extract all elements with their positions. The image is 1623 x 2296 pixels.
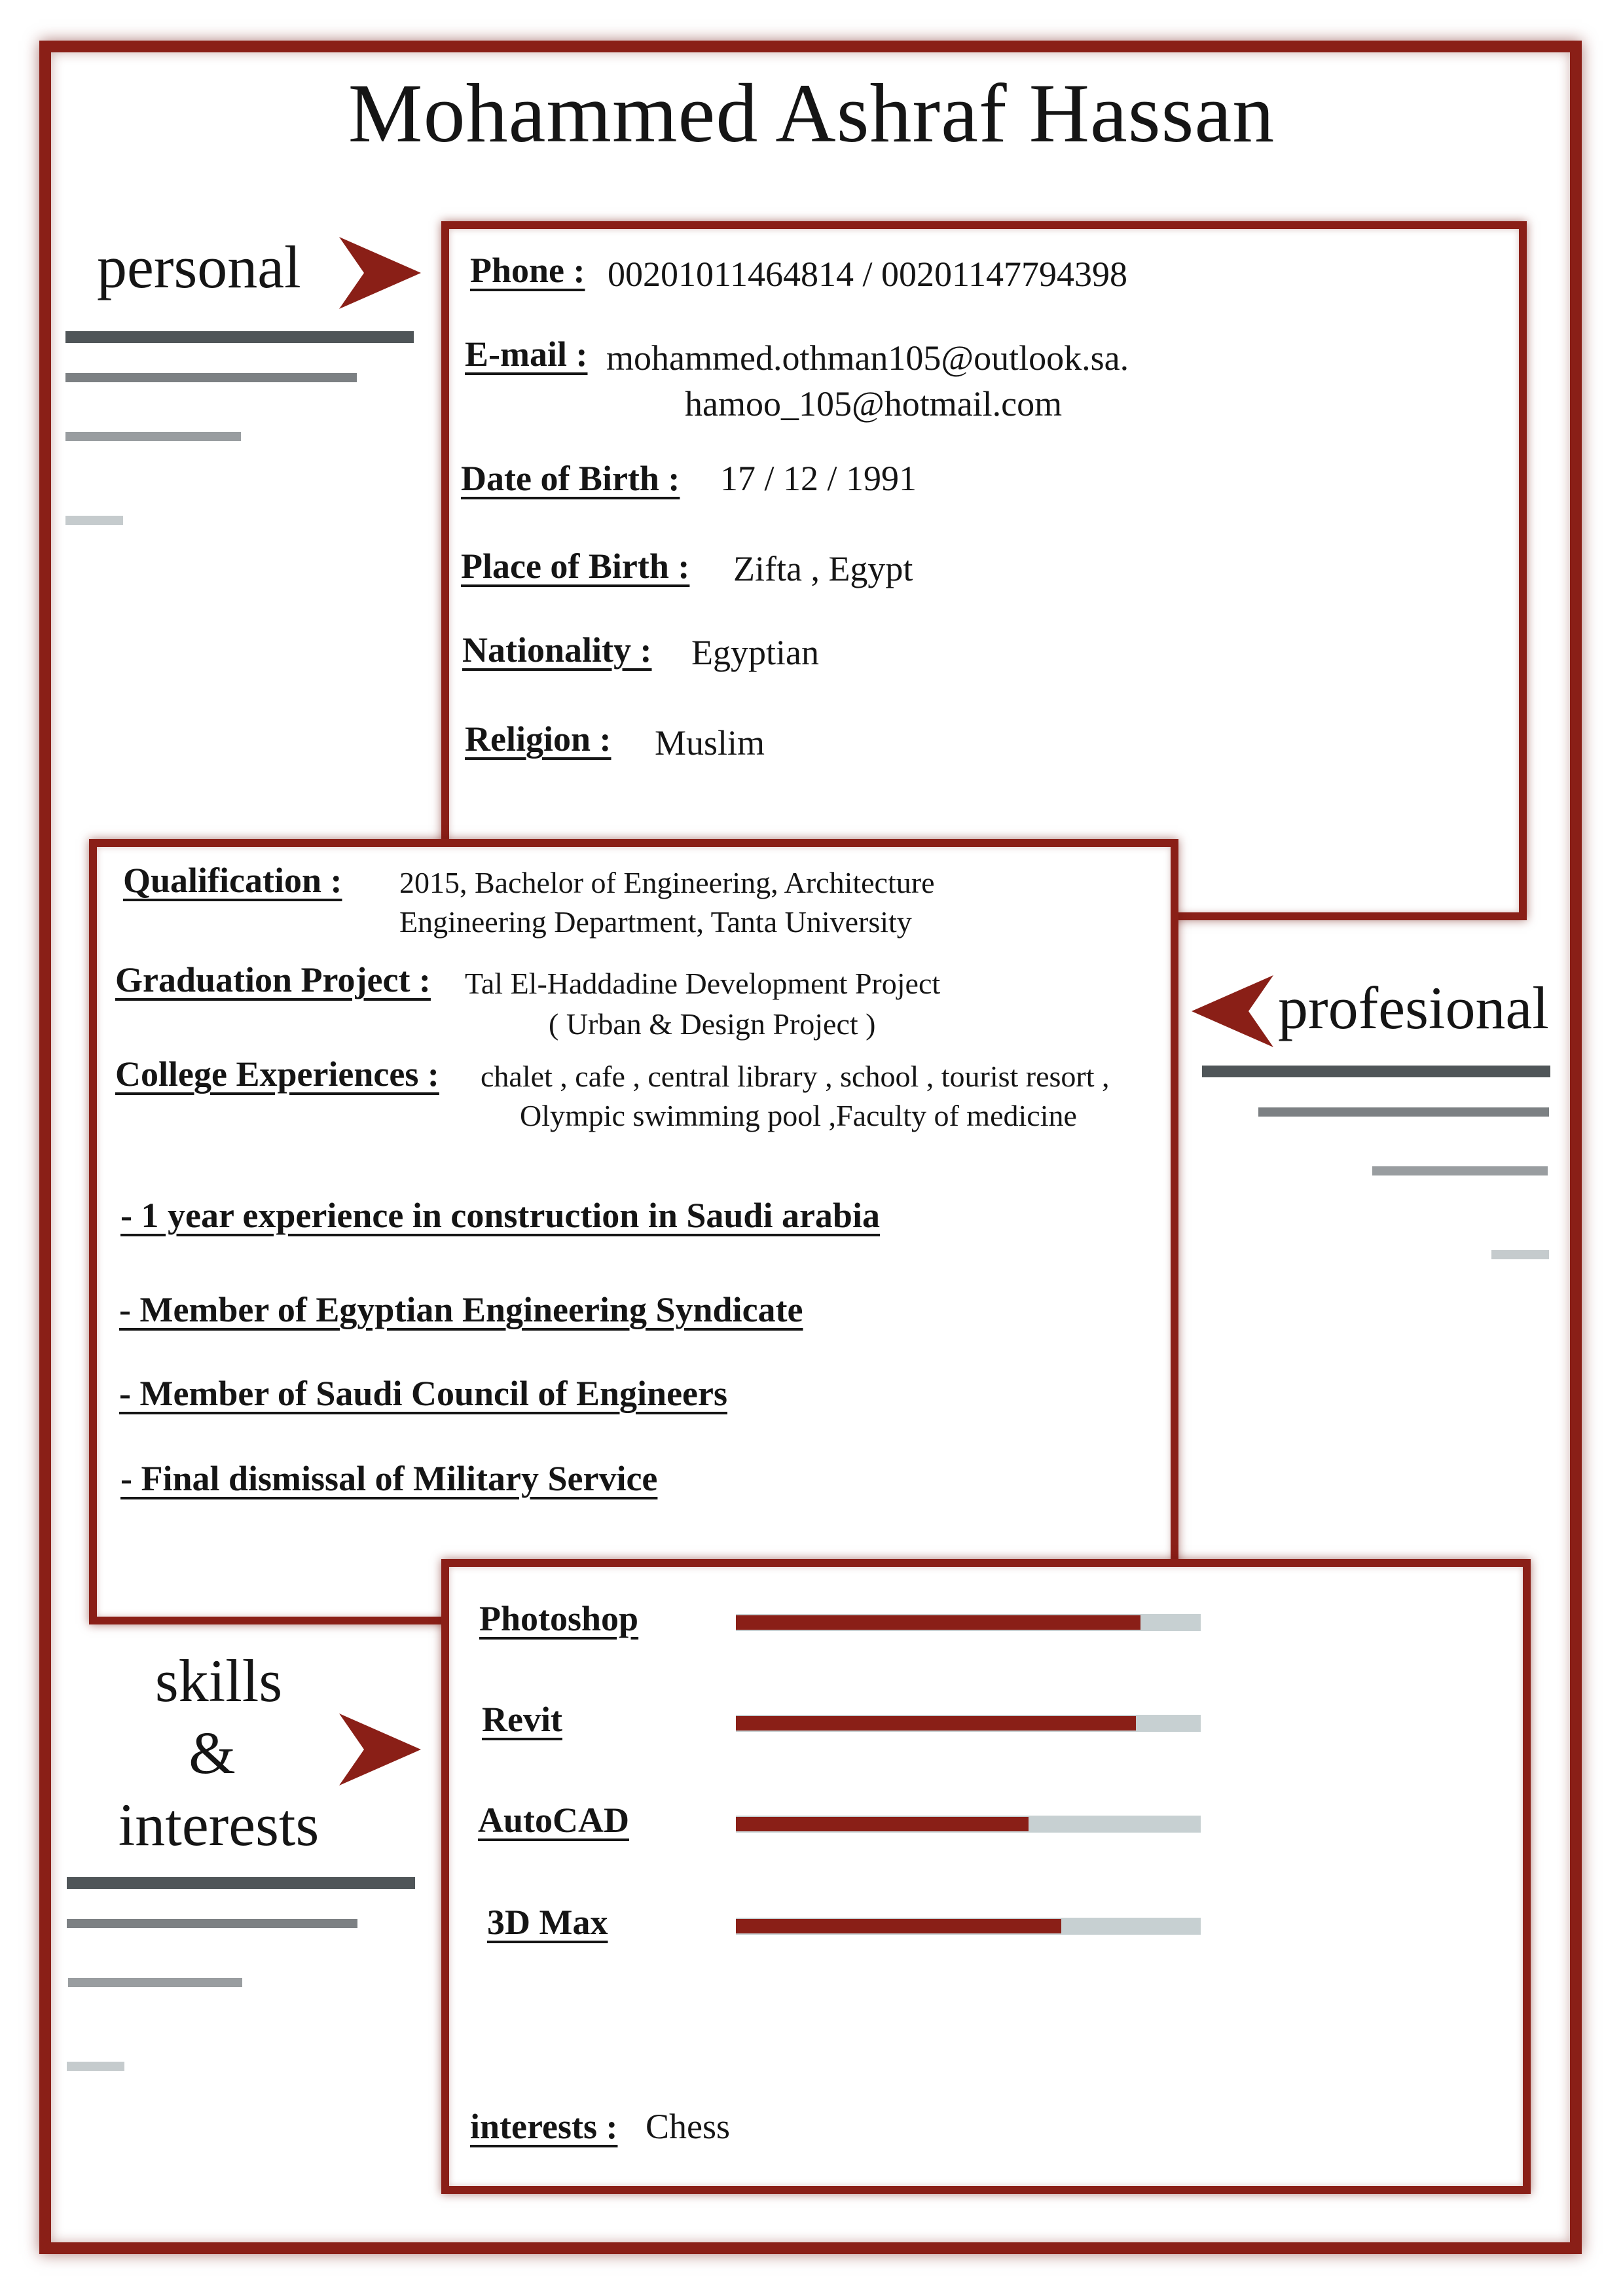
phone-value: 00201011464814 / 00201147794398 — [608, 255, 1127, 294]
pob-label: Place of Birth : — [461, 547, 690, 586]
section-title-professional: profesional — [1278, 975, 1549, 1041]
dob-value: 17 / 12 / 1991 — [720, 459, 917, 498]
qualification-value-1: 2015, Bachelor of Engineering, Architecture — [399, 866, 935, 899]
divider-bar — [65, 432, 241, 441]
membership-item: - Member of Egyptian Engineering Syndicate — [119, 1290, 803, 1329]
skill-level-fill — [736, 1919, 1061, 1933]
skill-name: AutoCAD — [478, 1801, 630, 1840]
section-title-skills: skills — [155, 1647, 283, 1714]
membership-item: - Member of Saudi Council of Engineers — [119, 1374, 727, 1413]
interests-label: interests : — [470, 2107, 618, 2146]
skill-level-bar — [736, 1715, 1201, 1732]
religion-value: Muslim — [655, 723, 765, 762]
divider-bar — [67, 1919, 357, 1928]
dob-label: Date of Birth : — [461, 459, 680, 498]
skill-name: Photoshop — [479, 1599, 639, 1638]
skill-level-fill — [736, 1817, 1029, 1831]
divider-bar — [1258, 1107, 1549, 1117]
section-title-interests: interests — [118, 1791, 319, 1858]
skill-level-fill — [736, 1716, 1136, 1731]
divider-bar — [65, 373, 357, 382]
graduation-project-value-2: ( Urban & Design Project ) — [549, 1007, 876, 1041]
experience-item: - 1 year experience in construction in Saudi arabia — [120, 1196, 880, 1235]
graduation-project-label: Graduation Project : — [115, 960, 431, 999]
college-experiences-label: College Experiences : — [115, 1054, 439, 1094]
skill-name: Revit — [482, 1700, 562, 1739]
email-value-2: hamoo_105@hotmail.com — [685, 384, 1063, 423]
qualification-label: Qualification : — [123, 861, 342, 900]
divider-bar — [1491, 1250, 1549, 1259]
divider-bar — [1202, 1066, 1550, 1077]
qualification-value-2: Engineering Department, Tanta University — [399, 905, 912, 939]
resume-name: Mohammed Ashraf Hassan — [348, 67, 1275, 160]
skill-level-bar — [736, 1614, 1201, 1631]
arrow-left-icon — [1192, 975, 1273, 1047]
divider-bar — [65, 516, 123, 525]
divider-bar — [68, 1978, 242, 1987]
email-value-1: mohammed.othman105@outlook.sa. — [606, 338, 1129, 378]
email-label: E-mail : — [465, 334, 588, 374]
skill-level-fill — [736, 1615, 1140, 1630]
arrow-right-icon — [339, 1713, 421, 1785]
divider-bar — [67, 2062, 124, 2071]
college-experiences-value-2: Olympic swimming pool ,Faculty of medicine — [520, 1099, 1077, 1132]
divider-bar — [67, 1877, 415, 1889]
religion-label: Religion : — [465, 719, 611, 759]
nationality-value: Egyptian — [691, 633, 819, 672]
college-experiences-value-1: chalet , cafe , central library , school , tourist resort , — [481, 1060, 1110, 1093]
divider-bar — [65, 331, 414, 343]
nationality-label: Nationality : — [462, 630, 652, 670]
graduation-project-value-1: Tal El-Haddadine Development Project — [465, 967, 941, 1000]
military-service-item: - Final dismissal of Military Service — [120, 1459, 658, 1498]
section-title-personal: personal — [97, 234, 301, 300]
section-title-ampersand: & — [189, 1719, 236, 1786]
skill-name: 3D Max — [487, 1903, 608, 1942]
interests-value: Chess — [646, 2107, 731, 2146]
skills-box — [441, 1559, 1531, 2194]
skill-level-bar — [736, 1816, 1201, 1833]
arrow-right-icon — [339, 237, 421, 309]
phone-label: Phone : — [470, 251, 585, 290]
divider-bar — [1372, 1166, 1548, 1175]
pob-value: Zifta , Egypt — [733, 549, 913, 588]
skill-level-bar — [736, 1918, 1201, 1935]
